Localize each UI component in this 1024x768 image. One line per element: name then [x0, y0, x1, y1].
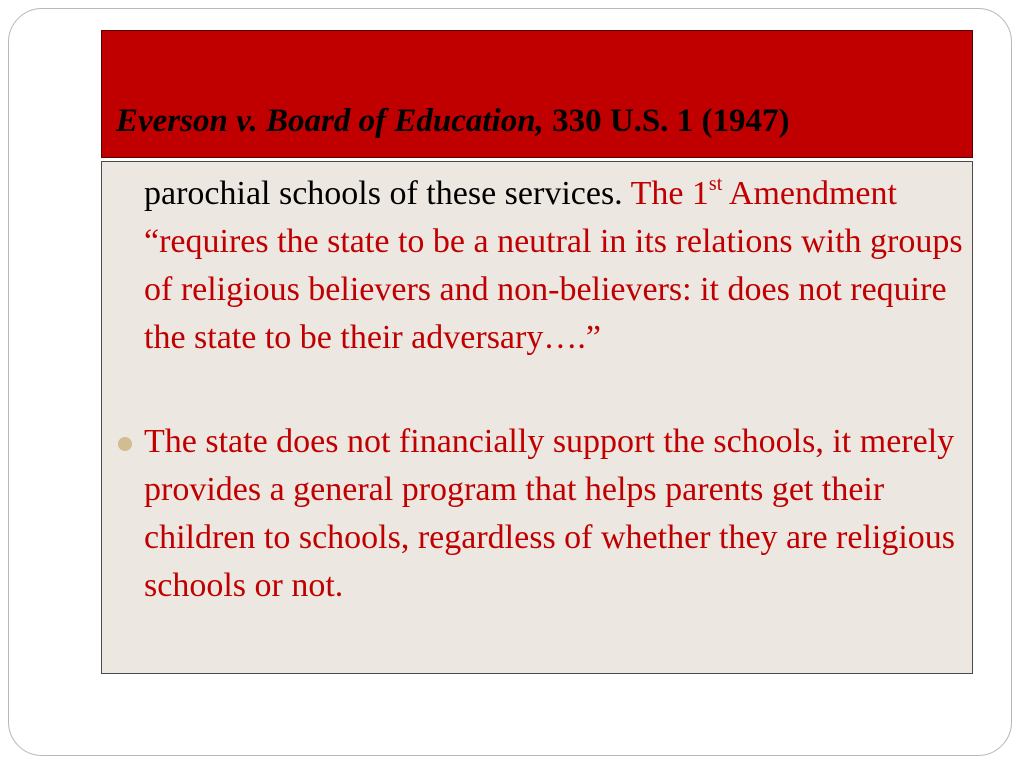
continued-text-red-prefix: The 1	[630, 175, 709, 212]
case-citation: 330 U.S. 1 (1947)	[543, 103, 790, 139]
title-bar	[101, 30, 973, 158]
bullet-paragraph: The state does not financially support the schools, it merely provides a general program that helps parents get their children to schools, regardless of whether they are religious schools or not.	[144, 423, 956, 604]
content-box	[101, 161, 973, 674]
continued-text-black: parochial schools of these services.	[144, 175, 631, 212]
case-name: Everson v. Board of Education,	[116, 103, 544, 139]
ordinal-superscript: st	[708, 173, 723, 195]
continued-text-red-rest: Amendment “requires the state to be a neutral in its relations with groups of religious believers and non-believers: it does not require the state to be their adversary….”	[144, 175, 963, 356]
bullet-dot-icon	[118, 437, 132, 451]
slide-title	[116, 105, 789, 138]
continued-paragraph	[144, 170, 968, 362]
